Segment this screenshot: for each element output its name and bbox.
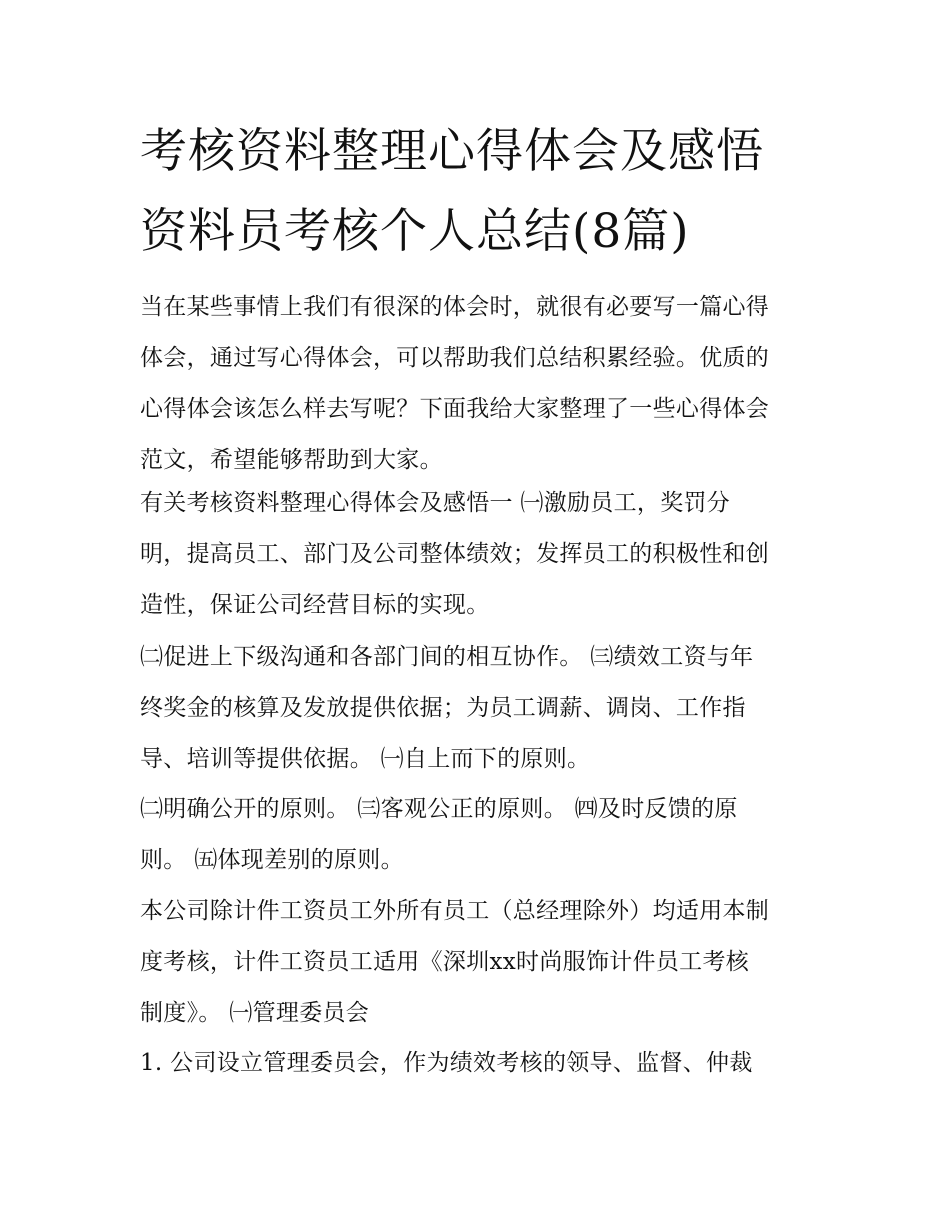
body-paragraph-intro (140, 282, 820, 486)
body-paragraph-cooperation (140, 632, 820, 785)
paragraph-line: 心得体会该怎么样去写呢？下面我给大家整理了一些心得体会 (140, 396, 770, 422)
paragraph-line: 明，提高员工、部门及公司整体绩效；发挥员工的积极性和创 (140, 541, 770, 567)
paragraph-line: 范文，希望能够帮助到大家。 (140, 447, 443, 473)
body-paragraph-purpose (140, 478, 820, 631)
body-paragraph-committee (140, 1038, 820, 1089)
paragraph-line: 体会，通过写心得体会，可以帮助我们总结积累经验。优质的 (140, 345, 770, 371)
paragraph-line: ㈡明确公开的原则。 ㈢客观公正的原则。 ㈣及时反馈的原 (140, 796, 738, 822)
paragraph-line: ㈡促进上下级沟通和各部门间的相互协作。 ㈢绩效工资与年 (140, 644, 754, 670)
title-line: 考核资料整理心得体会及感悟 (140, 124, 764, 179)
title-line: 资料员考核个人总结(8篇) (140, 204, 690, 259)
paragraph-line: 导、培训等提供依据。 ㈠自上而下的原则。 (140, 746, 591, 772)
document-title (140, 112, 840, 272)
paragraph-line: 当在某些事情上我们有很深的体会时，就很有必要写一篇心得 (140, 294, 770, 320)
paragraph-line: 则。 ㈤体现差别的原则。 (140, 847, 404, 873)
paragraph-line: 本公司除计件工资员工外所有员工（总经理除外）均适用本制 (140, 898, 770, 924)
paragraph-line: 有关考核资料整理心得体会及感悟一 ㈠激励员工，奖罚分 (140, 490, 731, 516)
paragraph-line: 终奖金的核算及发放提供依据；为员工调薪、调岗、工作指 (140, 695, 746, 721)
paragraph-line: 1. 公司设立管理委员会，作为绩效考核的领导、监督、仲裁 (140, 1050, 753, 1076)
body-paragraph-scope (140, 886, 820, 1039)
paragraph-line: 度考核，计件工资员工适用《深圳xx时尚服饰计件员工考核 (140, 949, 750, 975)
body-paragraph-principles (140, 784, 820, 886)
paragraph-line: 制度》。 ㈠管理委员会 (140, 1000, 370, 1026)
paragraph-line: 造性，保证公司经营目标的实现。 (140, 592, 490, 618)
